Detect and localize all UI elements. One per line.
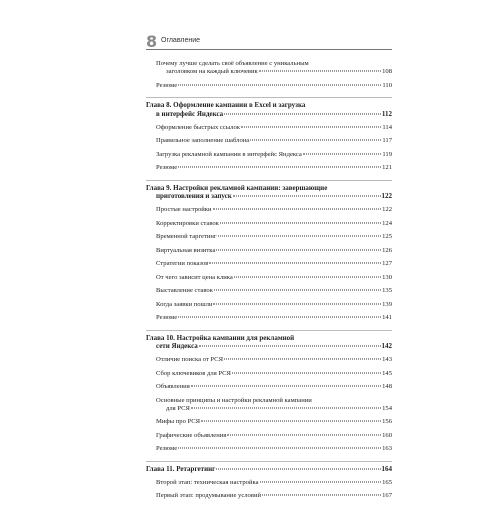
chapter-heading[interactable]: [146, 465, 392, 474]
dot-leader: [262, 495, 381, 496]
toc-entry[interactable]: [146, 82, 392, 90]
chapter-page: 112: [381, 109, 392, 118]
dot-leader: [259, 71, 381, 72]
chapter-title-line1: Глава 10. Настройка кампании для рекламной: [146, 333, 295, 342]
dot-leader: [232, 372, 381, 373]
toc-entry-title: Выставление ставок: [156, 287, 213, 294]
dot-leader: [178, 84, 381, 85]
toc-entry-title-line1: Основные принципы и настройки рекламной кампании: [156, 396, 312, 404]
toc-entry-title: Графические объявления: [156, 431, 227, 439]
dot-leader: [241, 126, 381, 127]
toc-entry-page: 167: [382, 492, 392, 499]
toc-entry[interactable]: [146, 479, 392, 487]
dot-leader: [178, 448, 381, 449]
dot-leader: [224, 113, 381, 114]
toc-entry-page: 110: [382, 81, 392, 89]
chapter-heading[interactable]: [146, 101, 392, 118]
toc-entry-title: Резюме: [156, 81, 178, 89]
toc-entry-title: Сбор ключевиков для РСЯ: [156, 369, 231, 377]
dot-leader: [213, 209, 382, 210]
chapter-page: 164: [381, 464, 392, 473]
toc-entry-page: 143: [382, 356, 392, 363]
toc-entry-title: Объявления: [156, 383, 190, 390]
chapter-7-continuation: [146, 60, 392, 98]
toc-entry-title: Загрузка рекламной кампании в интерфейс Яндекса: [156, 150, 302, 158]
chapter-10: [146, 334, 392, 462]
table-of-contents: [146, 60, 392, 511]
toc-entry-page: 156: [382, 418, 392, 425]
dot-leader: [303, 153, 381, 154]
toc-entry-title: Простые настройки: [156, 206, 212, 213]
toc-entry-title: Оформление быстрых ссылок: [156, 123, 240, 131]
toc-entry-page: 139: [382, 300, 392, 308]
dot-leader: [178, 167, 381, 168]
toc-entry[interactable]: [146, 418, 392, 426]
chapter-heading[interactable]: [146, 334, 392, 351]
toc-entry-title: Мифы про РСЯ: [156, 418, 201, 425]
toc-entry-page: 165: [382, 478, 392, 486]
toc-entry-page: 154: [382, 404, 392, 412]
chapter-title-line2: сети Яндекса: [156, 342, 198, 350]
toc-entry-title: Резюме: [156, 445, 178, 452]
toc-entry[interactable]: [146, 151, 392, 159]
chapter-9: [146, 184, 392, 331]
chapter-title-line2: приготовления и запуск: [156, 192, 232, 200]
toc-entry-page: 141: [382, 314, 392, 321]
dot-leader: [191, 407, 381, 408]
dot-leader: [233, 196, 381, 197]
toc-entry-page: 135: [382, 287, 392, 294]
toc-entry-title: Корректировки ставок: [156, 219, 219, 227]
toc-entry-page: 160: [382, 431, 392, 439]
toc-entry[interactable]: [146, 432, 392, 440]
toc-entry[interactable]: [146, 301, 392, 309]
chapter-title: Глава 11. Ретаргетинг: [146, 464, 216, 473]
dot-leader: [201, 421, 381, 422]
toc-entry-title: Резюме: [156, 164, 178, 171]
toc-entry-title: Временной таргетинг: [156, 233, 217, 240]
page-number: 8: [146, 32, 158, 51]
running-title: Оглавление: [161, 37, 201, 44]
toc-entry[interactable]: [146, 124, 392, 132]
toc-entry-page: 126: [382, 246, 392, 254]
toc-entry[interactable]: [146, 164, 392, 172]
toc-entry-title: Резюме: [156, 314, 178, 321]
dot-leader: [216, 468, 380, 469]
chapter-page: 122: [381, 192, 392, 200]
toc-entry[interactable]: [146, 274, 392, 282]
toc-entry[interactable]: [146, 247, 392, 255]
dot-leader: [199, 346, 381, 347]
toc-entry[interactable]: [146, 287, 392, 295]
toc-entry-title: Когда заявки пошли: [156, 300, 213, 308]
chapter-title-line1: Глава 8. Оформление кампании в Excel и загрузка: [146, 101, 306, 109]
chapter-heading[interactable]: [146, 184, 392, 201]
dot-leader: [209, 263, 381, 264]
toc-entry-page: 108: [382, 68, 392, 75]
toc-entry[interactable]: [146, 314, 392, 322]
toc-entry-page: 145: [382, 369, 392, 377]
dot-leader: [191, 386, 381, 387]
chapter-8: [146, 101, 392, 181]
toc-entry-title-line1: Почему лучше сделать своё объявление с уникальным: [156, 60, 309, 67]
toc-entry-page: 148: [382, 383, 392, 390]
toc-entry-title: Второй этап: техническая настройка: [156, 478, 259, 486]
toc-entry-title: Виртуальная визитка: [156, 246, 216, 254]
chapter-page: 142: [381, 342, 392, 350]
toc-entry[interactable]: [146, 370, 392, 378]
toc-entry[interactable]: [146, 60, 392, 76]
page-header: [146, 33, 392, 53]
dot-leader: [218, 236, 381, 237]
toc-entry[interactable]: [146, 397, 392, 413]
dot-leader: [260, 481, 382, 482]
toc-entry-page: 121: [382, 164, 392, 171]
toc-entry-title-line2: для РСЯ: [166, 404, 190, 412]
toc-entry-page: 124: [382, 219, 392, 227]
dot-leader: [213, 303, 381, 304]
chapter-title-line1: Глава 9. Настройки рекламной кампании: завершающие: [146, 183, 328, 192]
toc-entry[interactable]: [146, 137, 392, 145]
chapter-title-line2: в интерфейс Яндекса: [156, 109, 224, 118]
dot-leader: [214, 290, 381, 291]
toc-entry-page: 125: [382, 233, 392, 240]
dot-leader: [224, 359, 381, 360]
toc-entry-page: 122: [382, 206, 392, 213]
dot-leader: [227, 434, 381, 435]
toc-entry[interactable]: [146, 260, 392, 268]
toc-entry-page: 119: [382, 150, 392, 158]
toc-entry[interactable]: [146, 445, 392, 453]
toc-entry-title: От чего зависит цена клика: [156, 273, 233, 281]
toc-entry-title: Стратегии показов: [156, 260, 209, 267]
dot-leader: [178, 317, 381, 318]
toc-entry-title-line2: заголовком на каждый ключевик: [166, 68, 258, 75]
toc-entry-page: 163: [382, 445, 392, 452]
toc-entry[interactable]: [146, 492, 392, 500]
toc-entry[interactable]: [146, 383, 392, 391]
toc-entry[interactable]: [146, 233, 392, 241]
toc-entry-page: 130: [382, 273, 392, 281]
toc-entry[interactable]: [146, 356, 392, 364]
dot-leader: [250, 140, 381, 141]
toc-entry[interactable]: [146, 220, 392, 228]
toc-entry[interactable]: [146, 206, 392, 214]
toc-entry-page: 127: [382, 260, 392, 267]
dot-leader: [234, 276, 381, 277]
toc-entry-title: Первый этап: продумывание условий: [156, 492, 262, 499]
chapter-11: [146, 465, 392, 508]
header-rule: [146, 49, 392, 50]
toc-entry-title: Отличие поиска от РСЯ: [156, 356, 223, 363]
toc-entry-page: 117: [382, 137, 392, 144]
dot-leader: [220, 222, 381, 223]
toc-entry-title: Правильное заполнение шаблона: [156, 137, 250, 144]
dot-leader: [216, 249, 381, 250]
toc-entry-page: 114: [382, 123, 392, 131]
